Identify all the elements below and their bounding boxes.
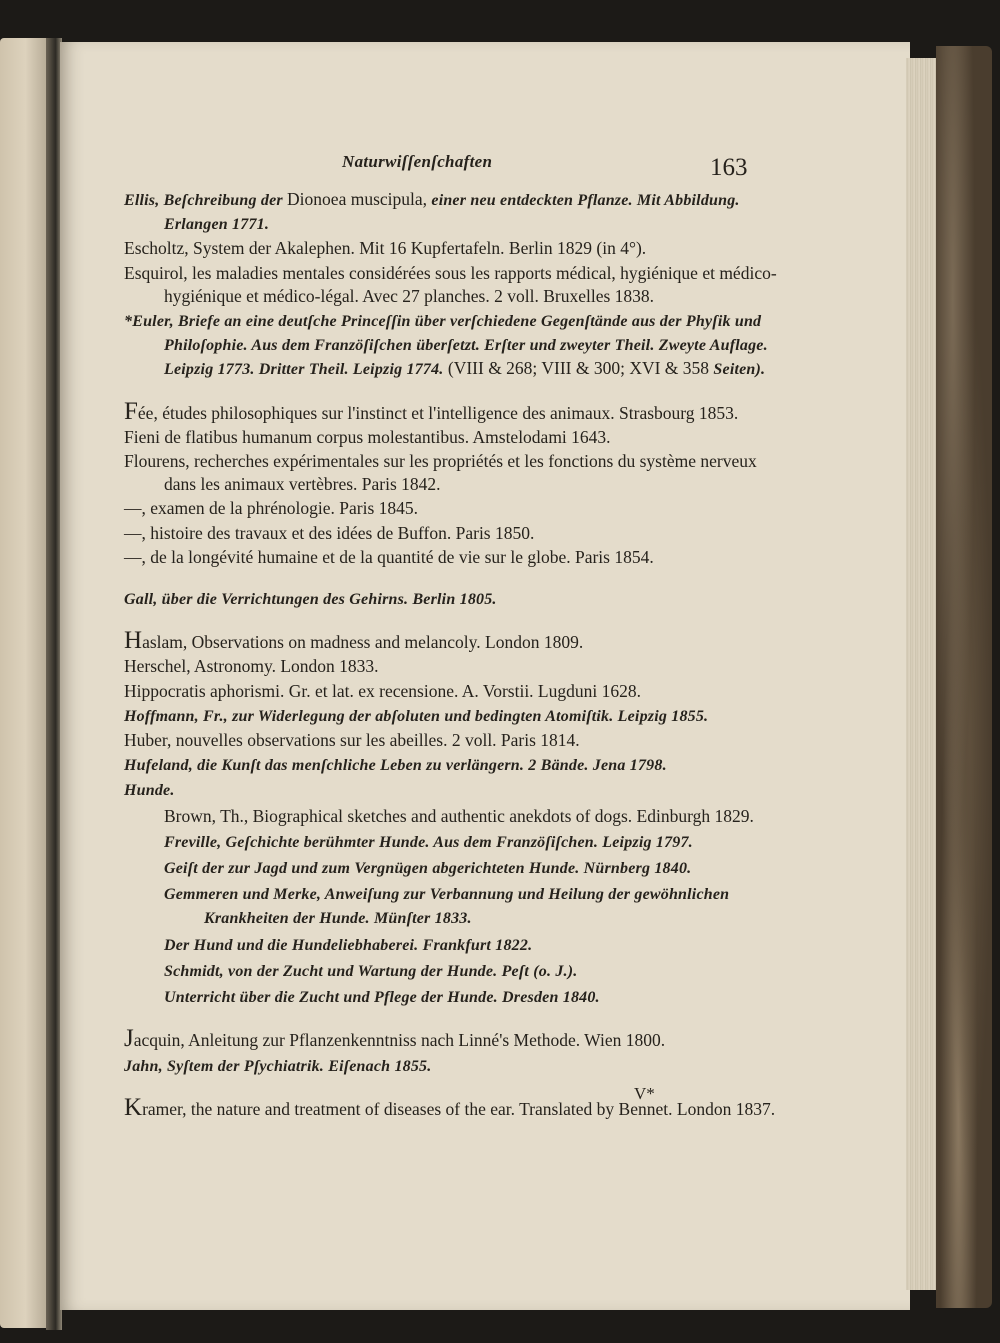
entry-group [60, 397, 910, 569]
entry-text: Fieni de flatibus humanum corpus molestantibus. Amstelodami 1643. [124, 426, 611, 447]
entry-text: Unterricht über die Zucht und Pflege der Hunde. Dresden 1840. [164, 989, 600, 1007]
entry-text: Gall, über die Verrichtungen des Gehirns. Berlin 1805. [124, 591, 497, 609]
entry-group [60, 587, 910, 611]
entry-text: ramer, the nature and treatment of diseases of the ear. Translated by Bennet. London 1837. [142, 1098, 776, 1119]
bibliography-entry [124, 1093, 782, 1121]
entry-text: ée, études philosophiques sur l'instinct et l'intelligence des animaux. Strasbourg 1853. [137, 402, 739, 423]
bibliography-entry [124, 450, 782, 496]
bibliography-entry [124, 778, 782, 802]
bibliography-list [60, 188, 910, 1121]
entry-text: Esquirol, les maladies mentales considérées sous les rapports médical, hygiénique et médico-hygiénique et médico-légal. Avec 27 planches. 2 voll. Bruxelles 1838. [124, 262, 777, 306]
entry-text: Escholtz, System der Akalephen. Mit 16 Kupfertafeln. Berlin 1829 (in 4°). [124, 238, 647, 259]
bibliography-entry [124, 237, 782, 260]
entry-text: Brown, Th., Biographical sketches and authentic anekdots of dogs. Edinburgh 1829. [164, 805, 754, 826]
entry-text: Jahn, Syſtem der Pſychiatrik. Eiſenach 1855. [124, 1057, 432, 1075]
entry-text: Schmidt, von der Zucht und Wartung der Hunde. Peſt (o. J.). [164, 962, 578, 980]
entry-text: Huber, nouvelles observations sur les abeilles. 2 voll. Paris 1814. [124, 730, 580, 751]
sub-entry [164, 830, 782, 854]
entry-text: Der Hund und die Hundeliebhaberei. Frankfurt 1822. [164, 936, 533, 954]
running-title: Naturwiſſenſchaften [342, 152, 493, 171]
entry-group [60, 1027, 910, 1077]
bibliography-entry [124, 1054, 782, 1078]
marbled-cover [936, 46, 992, 1308]
bibliography-entry [124, 546, 782, 569]
initial-letter: K [124, 1093, 143, 1121]
page-number: 163 [710, 154, 748, 181]
entry-text: Hufeland, die Kunſt das menſchliche Leben zu verlängern. 2 Bände. Jena 1798. [124, 757, 667, 775]
sub-entry [164, 985, 782, 1009]
bibliography-entry [124, 309, 782, 382]
bibliography-entry [124, 753, 782, 777]
bibliography-entry [124, 1027, 782, 1052]
bibliography-entry [124, 397, 782, 425]
bibliography-entry [124, 629, 782, 654]
entry-text: Geiſt der zur Jagd und zum Vergnügen abgerichteten Hunde. Nürnberg 1840. [164, 860, 692, 878]
entry-text: Dionoea muscipula, [287, 189, 432, 209]
sub-entry [164, 805, 782, 828]
initial-letter: F [124, 397, 138, 425]
bibliography-entry [124, 729, 782, 752]
entry-text: Freville, Geſchichte berühmter Hunde. Aus dem Franzöſiſchen. Leipzig 1797. [164, 833, 693, 851]
initial-letter: J [124, 1025, 134, 1053]
entry-text: Hunde. [124, 782, 175, 800]
entry-text: (VIII & 268; VIII & 300; XVI & 358 [443, 358, 714, 379]
bibliography-entry [124, 497, 782, 520]
bibliography-entry [124, 704, 782, 728]
signature-mark: V* [634, 1084, 655, 1103]
bibliography-entry [124, 262, 782, 308]
entry-text: —, histoire des travaux et des idées de Buffon. Paris 1850. [124, 522, 535, 543]
page-stack-edge [906, 58, 938, 1290]
entry-text: Seiten). [713, 361, 766, 379]
entry-text: —, de la longévité humaine et de la quantité de vie sur le globe. Paris 1854. [124, 546, 654, 567]
bibliography-entry [124, 587, 782, 611]
entry-group [60, 629, 910, 1009]
entry-text: Gemmeren und Merke, Anweiſung zur Verbannung und Heilung der gewöhnlichen Krankheiten der Hunde. Münſter 1833. [164, 886, 730, 928]
bibliography-entry [124, 188, 782, 236]
sub-entry [164, 959, 782, 983]
bibliography-entry [124, 522, 782, 545]
bibliography-entry [124, 655, 782, 678]
facing-page-edge [0, 38, 46, 1328]
initial-letter: H [124, 627, 143, 655]
sub-entry [164, 856, 782, 880]
sub-entry [164, 933, 782, 957]
entry-text: Flourens, recherches expérimentales sur les propriétés et les fonctions du système nerveux dans les animaux vertèbres. Paris 1842. [124, 451, 757, 495]
entry-text: Hippocratis aphorismi. Gr. et lat. ex recensione. A. Vorstii. Lugduni 1628. [124, 680, 641, 701]
entry-group [60, 1093, 910, 1121]
entry-text: Hoffmann, Fr., zur Widerlegung der abſoluten und bedingten Atomiſtik. Leipzig 1855. [124, 707, 709, 725]
bibliography-entry [124, 426, 782, 449]
entry-text: Ellis, Beſchreibung der [124, 192, 288, 209]
entry-text: einer neu entdeckten Pflanze. Mit Abbildung. Erlangen 1771. [164, 192, 740, 234]
entry-text: acquin, Anleitung zur Pflanzenkenntniss nach Linné's Methode. Wien 1800. [133, 1030, 666, 1051]
entry-text: —, examen de la phrénologie. Paris 1845. [124, 498, 419, 519]
page-header [60, 150, 910, 190]
entry-group [60, 188, 910, 382]
entry-text: *Euler, Briefe an eine deutſche Princeſſin über verſchiedene Gegenſtände aus der Phyſik und Philoſophie. Aus dem Franzöſiſchen überſetzt. Erſter und zweyter Theil. Zweyte Auflage. Leipzig 1773. Dritter Theil. Leipzig 1774. [124, 313, 768, 379]
entry-text: aslam, Observations on madness and melancoly. London 1809. [142, 632, 584, 653]
sub-entry [164, 882, 782, 930]
bibliography-entry [124, 680, 782, 703]
entry-text: Herschel, Astronomy. London 1833. [124, 656, 379, 677]
